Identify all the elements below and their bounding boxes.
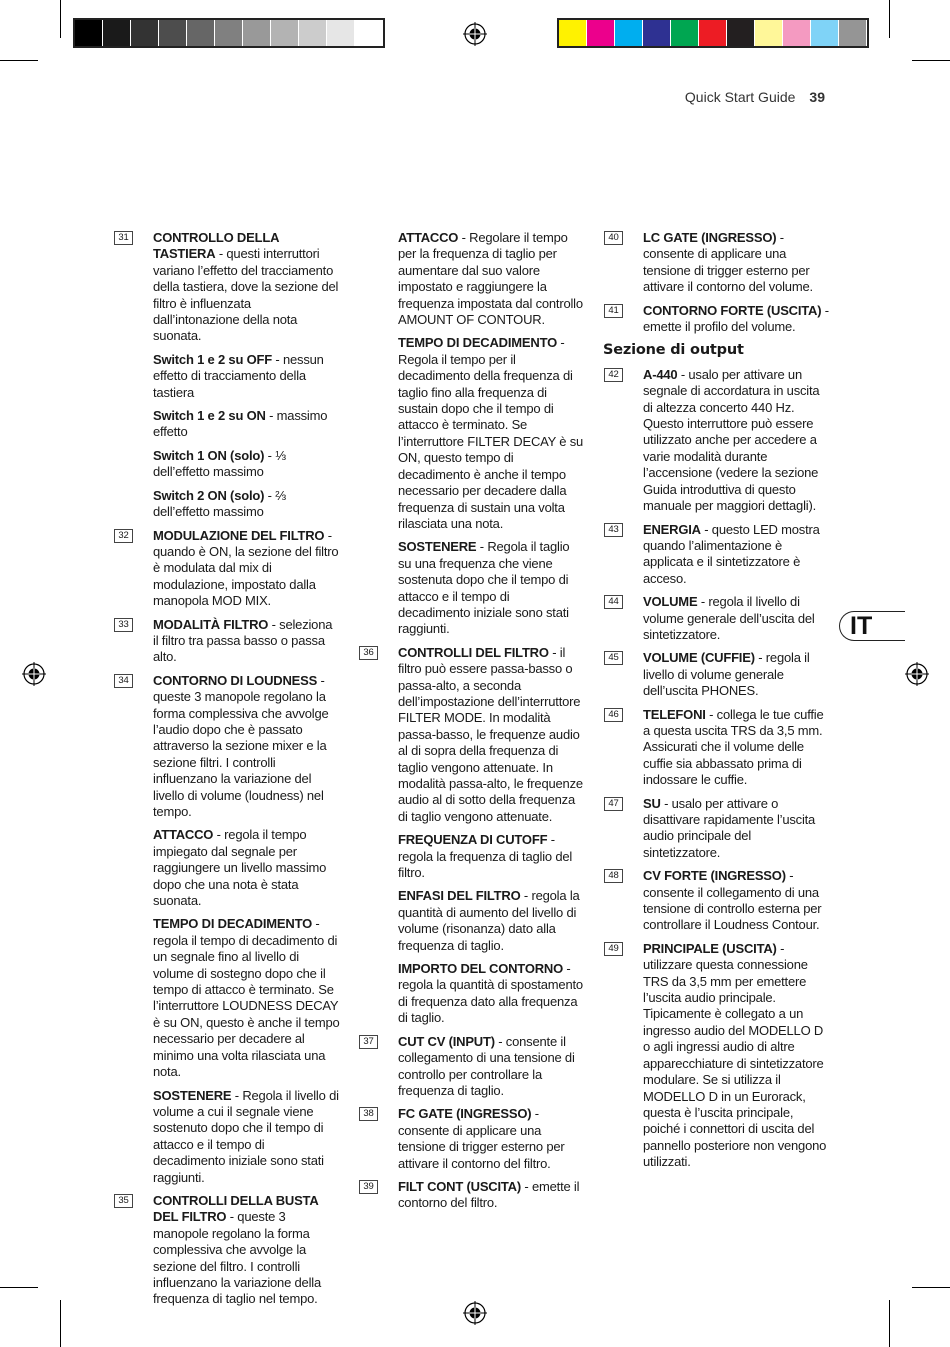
paragraph-text: - Regola il tempo per il decadimento della frequenza di taglio fino alla frequenza di sustain dopo che il tempo di attacco è terminato. Se l’interruttore FILTER DECAY è su ON, questo tempo di decadimento è anche il tempo necessario per decadere dalla frequenza di sustain una volta rilasciata una nota. xyxy=(398,335,584,531)
entry-title: CONTROLLI DELLA BUSTA DEL FILTRO xyxy=(153,1192,319,1225)
item-number: 42 xyxy=(604,368,623,382)
item-number: 43 xyxy=(604,523,623,537)
crop-mark xyxy=(912,60,950,61)
column-3 xyxy=(598,230,830,1178)
paragraph-title: ATTACCO xyxy=(153,827,214,843)
entry-text: - quando è ON, la sezione del filtro è modulata dal mix di modulazione, impostato dalla manopola MOD MIX. xyxy=(153,527,339,609)
paragraph-title: Switch 2 ON (solo) xyxy=(153,487,265,503)
color-swatch xyxy=(783,20,811,46)
entry-34 xyxy=(108,673,340,821)
paragraph xyxy=(353,832,585,881)
entry-title: FC GATE (INGRESSO) xyxy=(398,1106,532,1122)
registration-mark-icon xyxy=(22,662,46,686)
paragraph-title: FREQUENZA DI CUTOFF xyxy=(398,832,548,848)
paragraph xyxy=(353,539,585,637)
column-1 xyxy=(108,230,340,1315)
paragraph xyxy=(353,335,585,532)
color-swatch xyxy=(75,20,103,46)
color-swatch xyxy=(159,20,187,46)
entry-title: CUT CV (INPUT) xyxy=(398,1033,495,1049)
entry-32 xyxy=(108,528,340,610)
entry-title: ENERGIA xyxy=(643,521,701,537)
paragraph-text: - ⅔ dell’effetto massimo xyxy=(153,487,286,520)
crop-mark xyxy=(889,1300,890,1347)
entry-title: PRINCIPALE (USCITA) xyxy=(643,940,777,956)
paragraph-text: - ⅓ dell’effetto massimo xyxy=(153,447,286,480)
color-swatch xyxy=(355,20,383,46)
color-swatch xyxy=(187,20,215,46)
paragraph xyxy=(108,448,340,481)
entry-text: - seleziona il filtro tra passa basso o passa alto. xyxy=(153,616,333,665)
language-tab xyxy=(839,611,905,641)
entry-42 xyxy=(598,367,830,515)
entry-title: MODULAZIONE DEL FILTRO xyxy=(153,527,325,543)
guide-title: Quick Start Guide xyxy=(684,89,796,105)
entry-title: CV FORTE (INGRESSO) xyxy=(643,868,786,884)
entry-text: - consente il collegamento di una tensione di controllo per controllare la frequenza di taglio. xyxy=(398,1033,575,1098)
item-number: 49 xyxy=(604,942,623,956)
entry-title: SU xyxy=(643,795,661,811)
entry-text: - regola il livello di volume generale dell’uscita del sintetizzatore. xyxy=(643,594,815,642)
color-swatch xyxy=(103,20,131,46)
entry-48 xyxy=(598,868,830,934)
column-2 xyxy=(353,230,585,1219)
entry-text: - utilizzare questa connessione TRS da 3,5 mm per emettere l’uscita audio principale. Tipicamente è collegato a un ingresso audio del MODELLO D o agli ingressi audio di altre apparecchiature di sintetizzatore modulare. Se si utilizza il MODELLO D in un Eurorack, questa è l’uscita principale, poiché i connettori di uscita del pannello posteriore non vengono utilizzati. xyxy=(643,940,827,1170)
color-swatch xyxy=(271,20,299,46)
color-swatch xyxy=(327,20,355,46)
item-number: 34 xyxy=(114,674,133,688)
color-swatch xyxy=(755,20,783,46)
entry-37 xyxy=(353,1034,585,1100)
entry-39 xyxy=(353,1179,585,1212)
color-swatch xyxy=(671,20,699,46)
paragraph-text: - regola il tempo impiegato dal segnale per raggiungere un livello massimo dopo che una nota è stata suonata. xyxy=(153,827,327,909)
entry-36 xyxy=(353,645,585,825)
item-number: 48 xyxy=(604,869,623,883)
item-number: 35 xyxy=(114,1194,133,1208)
item-number: 47 xyxy=(604,797,623,811)
paragraph-title: Switch 1 ON (solo) xyxy=(153,447,265,463)
entry-title: VOLUME xyxy=(643,594,698,610)
item-number: 45 xyxy=(604,651,623,665)
entry-text: - queste 3 manopole regolano la forma complessiva che avvolge l’audio dopo che è passato attraverso la sezione mixer e la sezione filtri. I controlli influenzano la variazione del livello di volume (loudness) nel tempo. xyxy=(153,672,329,819)
registration-mark-icon xyxy=(905,662,929,686)
entry-title: LC GATE (INGRESSO) xyxy=(643,230,777,245)
entry-33 xyxy=(108,617,340,666)
paragraph-title: Switch 1 e 2 su OFF xyxy=(153,351,273,367)
color-swatch xyxy=(243,20,271,46)
section-heading: Sezione di output xyxy=(603,342,744,359)
color-swatch xyxy=(643,20,671,46)
paragraph-text: - regola la quantità di aumento del livello di volume (risonanza) dato alla frequenza di taglio. xyxy=(398,888,580,953)
entry-text: - questo LED mostra quando l’alimentazione è applicata e il sintetizzatore è acceso. xyxy=(643,521,820,586)
entry-text: - usalo per attivare o disattivare rapidamente l’uscita audio principale del sintetizzatore. xyxy=(643,795,816,860)
entry-38 xyxy=(353,1106,585,1172)
registration-mark-icon xyxy=(463,1301,487,1325)
item-number: 41 xyxy=(604,304,623,318)
paragraph-title: TEMPO DI DECADIMENTO xyxy=(398,335,557,351)
entry-text: - collega le tue cuffie a questa uscita TRS da 3,5 mm. Assicurati che il volume delle cuffie sia abbassato prima di indossare le cuffie. xyxy=(643,706,824,788)
entry-text: - queste 3 manopole regolano la forma complessiva che avvolge la sezione del filtro. I controlli influenzano la variazione della frequenza di taglio nel tempo. xyxy=(153,1209,321,1307)
item-number: 44 xyxy=(604,595,623,609)
item-number: 31 xyxy=(114,231,133,245)
entry-title: TELEFONI xyxy=(643,706,706,722)
entry-text: - emette il contorno del filtro. xyxy=(398,1178,580,1211)
paragraph xyxy=(353,888,585,954)
paragraph xyxy=(108,488,340,521)
entry-text: - emette il profilo del volume. xyxy=(643,302,829,335)
grayscale-color-bar xyxy=(73,18,385,48)
color-swatch xyxy=(215,20,243,46)
entry-46 xyxy=(598,707,830,789)
item-number: 32 xyxy=(114,529,133,543)
paragraph-title: TEMPO DI DECADIMENTO xyxy=(153,916,312,932)
item-number: 40 xyxy=(604,231,623,245)
entry-text: - regola il livello di volume generale dell’uscita PHONES. xyxy=(643,650,810,699)
paragraph xyxy=(108,1088,340,1186)
crop-mark xyxy=(60,0,61,38)
paragraph-text: - Regola il livello di volume a cui il segnale viene sostenuto dopo che il tempo di attacco e il tempo di decadimento iniziale sono stati raggiunti. xyxy=(153,1087,339,1185)
entry-title: VOLUME (CUFFIE) xyxy=(643,650,755,666)
color-swatch xyxy=(727,20,755,46)
paragraph xyxy=(108,916,340,1080)
entry-31 xyxy=(108,230,340,345)
entry-title: CONTORNO DI LOUDNESS xyxy=(153,672,318,688)
crop-mark xyxy=(0,60,38,61)
entry-47 xyxy=(598,796,830,862)
entry-43 xyxy=(598,522,830,588)
paragraph-title: ENFASI DEL FILTRO xyxy=(398,888,521,904)
paragraph-title: SOSTENERE xyxy=(153,1087,232,1103)
paragraph-text: - Regola il taglio su una frequenza che viene sostenuta dopo che il tempo di attacco e il tempo di decadimento iniziale sono stati raggiunti. xyxy=(398,539,570,637)
paragraph-title: SOSTENERE xyxy=(398,539,477,555)
page-header xyxy=(685,89,825,105)
entry-title: CONTROLLI DEL FILTRO xyxy=(398,644,549,660)
entry-title: CONTORNO FORTE (USCITA) xyxy=(643,302,822,318)
entry-49 xyxy=(598,941,830,1171)
color-swatch xyxy=(299,20,327,46)
color-swatch xyxy=(559,20,587,46)
paragraph-title: IMPORTO DEL CONTORNO xyxy=(398,961,564,977)
registration-mark-icon xyxy=(463,22,487,46)
color-swatch xyxy=(699,20,727,46)
crop-mark xyxy=(60,1300,61,1347)
item-number: 38 xyxy=(359,1107,378,1121)
entry-40 xyxy=(598,230,830,296)
paragraph-text: - nessun effetto di tracciamento della tastiera xyxy=(153,351,324,400)
paragraph xyxy=(353,961,585,1027)
color-swatch xyxy=(131,20,159,46)
paragraph-title: ATTACCO xyxy=(398,230,459,245)
crop-mark xyxy=(912,1287,950,1288)
crop-mark xyxy=(889,0,890,38)
color-swatch xyxy=(811,20,839,46)
paragraph xyxy=(353,230,585,328)
item-number: 36 xyxy=(359,646,378,660)
paragraph xyxy=(108,408,340,441)
crop-mark xyxy=(0,1287,38,1288)
color-swatch xyxy=(839,20,867,46)
language-code: IT xyxy=(850,612,873,640)
paragraph-text: - regola il tempo di decadimento di un segnale fino al livello di volume di sostegno dopo che il tempo di attacco è terminato. Se l’interruttore LOUDNESS DECAY è su ON, questo è anche il tempo necessario per decadere al minimo una volta rilasciata una nota. xyxy=(153,916,340,1080)
entry-text: - il filtro può essere passa-basso o passa-alto, a seconda dell’impostazione dell’interruttore FILTER MODE. In modalità passa-basso, le frequenze audio al di sopra della frequenza di taglio vengono attenuate. In modalità passa-alto, le frequenze audio al di sotto della frequenza di taglio vengono attenuate. xyxy=(398,644,583,824)
process-color-bar xyxy=(557,18,869,48)
item-number: 46 xyxy=(604,708,623,722)
entry-text: - consente di applicare una tensione di trigger esterno per attivare il contorno del filtro. xyxy=(398,1106,565,1171)
page-number: 39 xyxy=(809,89,825,105)
paragraph-text: - regola la frequenza di taglio del filtro. xyxy=(398,832,573,881)
entry-44 xyxy=(598,594,830,643)
item-number: 33 xyxy=(114,618,133,632)
paragraph-text: - Regolare il tempo per la frequenza di taglio per aumentare dal suo valore impostato e raggiungere la frequenza impostata dal controllo AMOUNT OF CONTOUR. xyxy=(398,230,583,328)
entry-title: MODALITÀ FILTRO xyxy=(153,616,269,632)
item-number: 37 xyxy=(359,1035,378,1049)
paragraph xyxy=(108,827,340,909)
entry-title: CONTROLLO DELLA TASTIERA xyxy=(153,230,279,262)
paragraph-text: - regola la quantità di spostamento di frequenza dato alla frequenza di taglio. xyxy=(398,961,583,1026)
paragraph xyxy=(108,352,340,401)
paragraph-title: Switch 1 e 2 su ON xyxy=(153,408,266,424)
color-swatch xyxy=(587,20,615,46)
entry-text: - questi interruttori variano l’effetto del tracciamento della tastiera, dove la sezione del filtro è influenzata dall’intonazione della nota suonata. xyxy=(153,246,339,344)
entry-title: A-440 xyxy=(643,366,678,382)
entry-41 xyxy=(598,303,830,336)
paragraph-text: - massimo effetto xyxy=(153,408,328,440)
entry-text: - consente di applicare una tensione di trigger esterno per attivare il contorno del volume. xyxy=(643,230,813,295)
entry-45 xyxy=(598,650,830,699)
entry-title: FILT CONT (USCITA) xyxy=(398,1178,522,1194)
item-number: 39 xyxy=(359,1180,378,1194)
entry-35 xyxy=(108,1193,340,1308)
entry-text: - consente il collegamento di una tensione di controllo esterna per controllare il Loudness Contour. xyxy=(643,868,822,933)
entry-text: - usalo per attivare un segnale di accordatura in uscita di altezza concerto 440 Hz. Questo interruttore può essere utilizzato anche per accedere a varie modalità durante l’accensione (vedere la sezione Guida introduttiva di questo manuale per maggiori dettagli). xyxy=(643,366,820,514)
color-swatch xyxy=(615,20,643,46)
